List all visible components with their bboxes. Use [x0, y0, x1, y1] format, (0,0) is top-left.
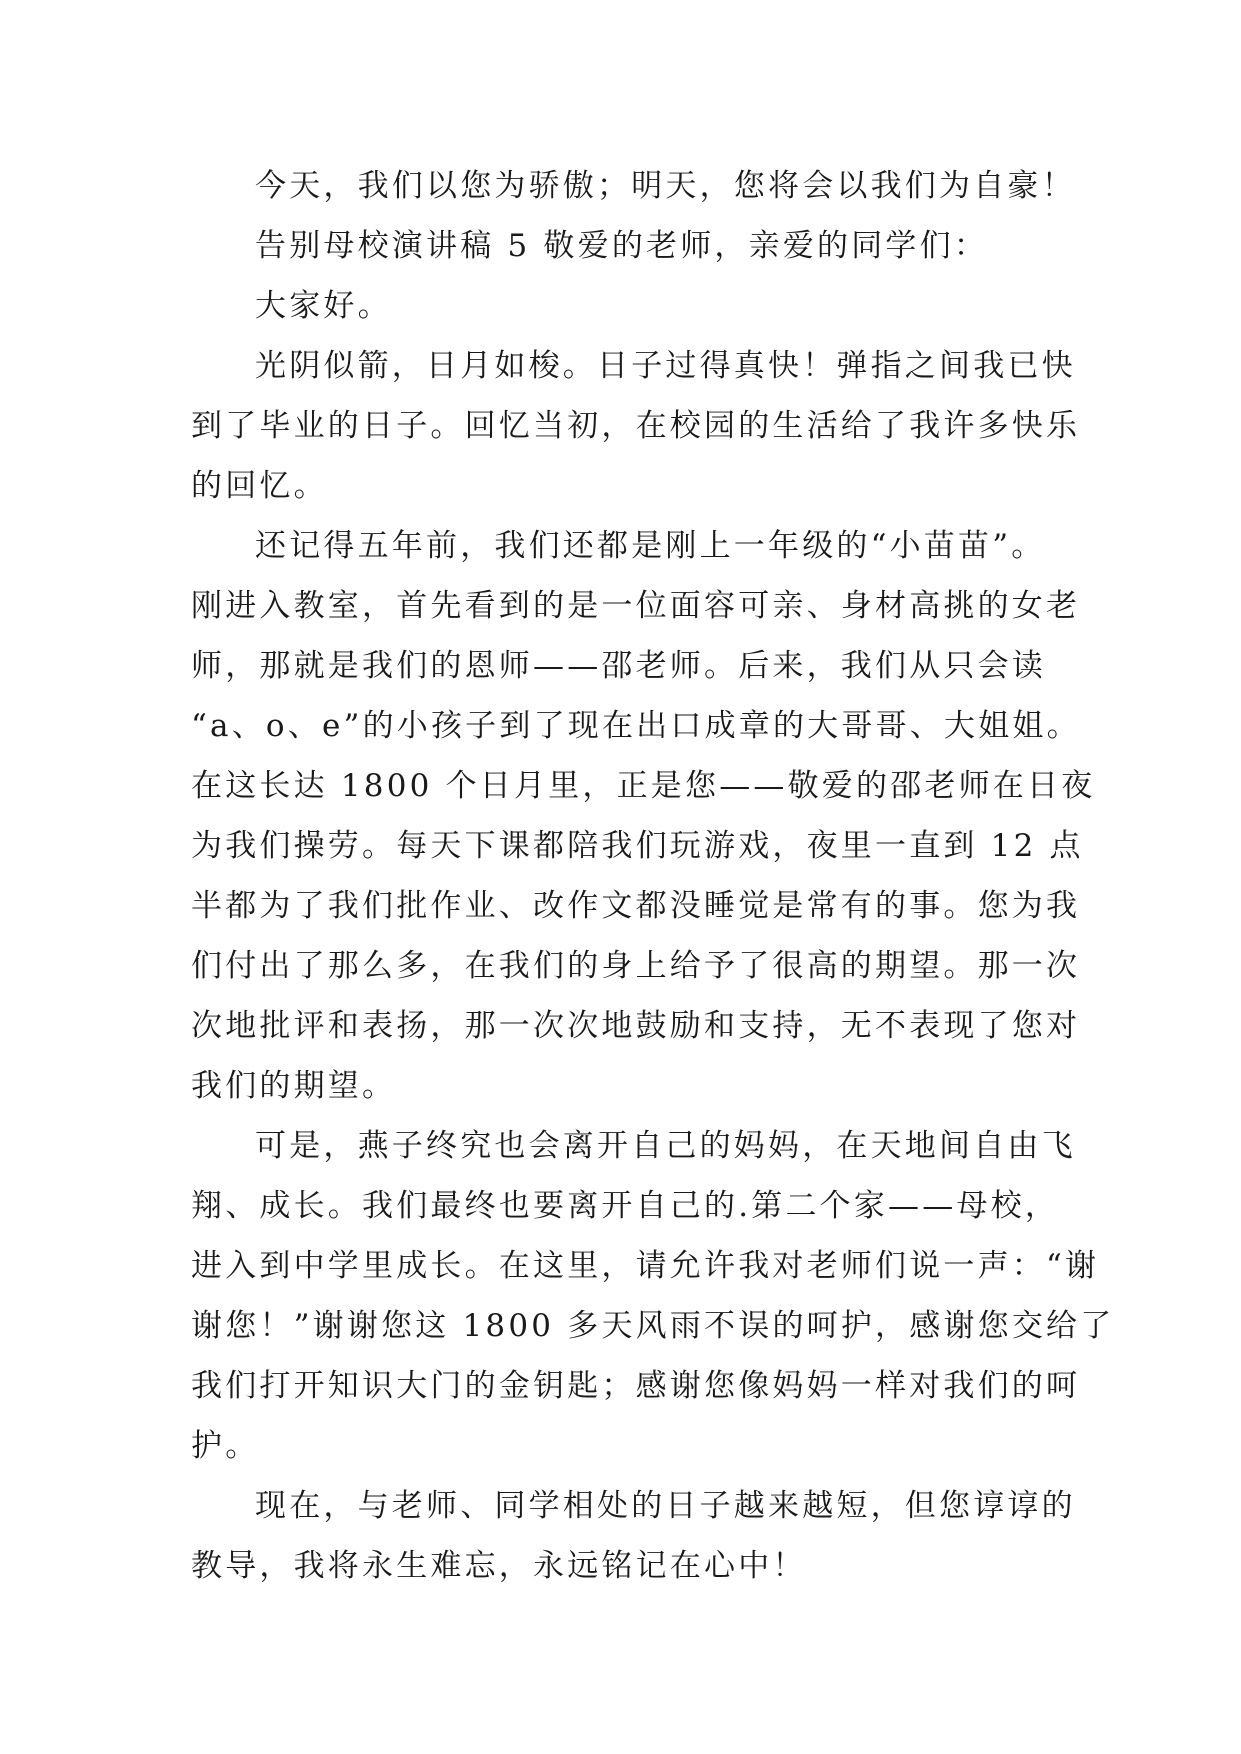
- text-line: 在这长达 1800 个日月里，正是您——敬爱的邵老师在日夜: [191, 768, 1096, 804]
- text-line: 到了毕业的日子。回忆当初，在校园的生活给了我许多快乐: [191, 408, 1081, 444]
- text-line: 们付出了那么多，在我们的身上给予了很高的期望。那一次: [191, 948, 1081, 984]
- text-line: 我们的期望。: [191, 1068, 397, 1104]
- text-line: 教导，我将永生难忘，永远铭记在心中！: [191, 1548, 807, 1584]
- text-line: 光阴似箭，日月如梭。日子过得真快！弹指之间我已快: [255, 348, 1076, 384]
- text-line: 师，那就是我们的恩师——邵老师。后来，我们从只会读: [191, 648, 1046, 684]
- text-line: “a、o、e”的小孩子到了现在出口成章的大哥哥、大姐姐。: [191, 708, 1081, 744]
- text-line: 刚进入教室，首先看到的是一位面容可亲、身材高挑的女老: [191, 588, 1081, 624]
- text-line: 我们打开知识大门的金钥匙；感谢您像妈妈一样对我们的呵: [191, 1368, 1081, 1404]
- text-line: 半都为了我们批作业、改作文都没睡觉是常有的事。您为我: [191, 888, 1081, 924]
- text-line: 大家好。: [255, 288, 392, 324]
- text-line: 今天，我们以您为骄傲；明天，您将会以我们为自豪！: [255, 168, 1076, 204]
- text-line: 护。: [191, 1428, 260, 1464]
- text-line: 翔、成长。我们最终也要离开自己的.第二个家——母校，: [191, 1188, 1060, 1224]
- text-line: 次地批评和表扬，那一次次地鼓励和支持，无不表现了您对: [191, 1008, 1081, 1044]
- text-line: 为我们操劳。每天下课都陪我们玩游戏，夜里一直到 12 点: [191, 828, 1084, 864]
- text-line: 还记得五年前，我们还都是刚上一年级的“小苗苗”。: [255, 528, 1046, 564]
- text-line: 谢您！”谢谢您这 1800 多天风雨不误的呵护，感谢您交给了: [191, 1308, 1115, 1344]
- text-line: 现在，与老师、同学相处的日子越来越短，但您谆谆的: [255, 1488, 1076, 1524]
- text-line: 告别母校演讲稿 5 敬爱的老师，亲爱的同学们：: [255, 228, 989, 264]
- text-line: 可是，燕子终究也会离开自己的妈妈，在天地间自由飞: [255, 1128, 1076, 1164]
- text-line: 进入到中学里成长。在这里，请允许我对老师们说一声：“谢: [191, 1248, 1100, 1284]
- text-line: 的回忆。: [191, 468, 328, 504]
